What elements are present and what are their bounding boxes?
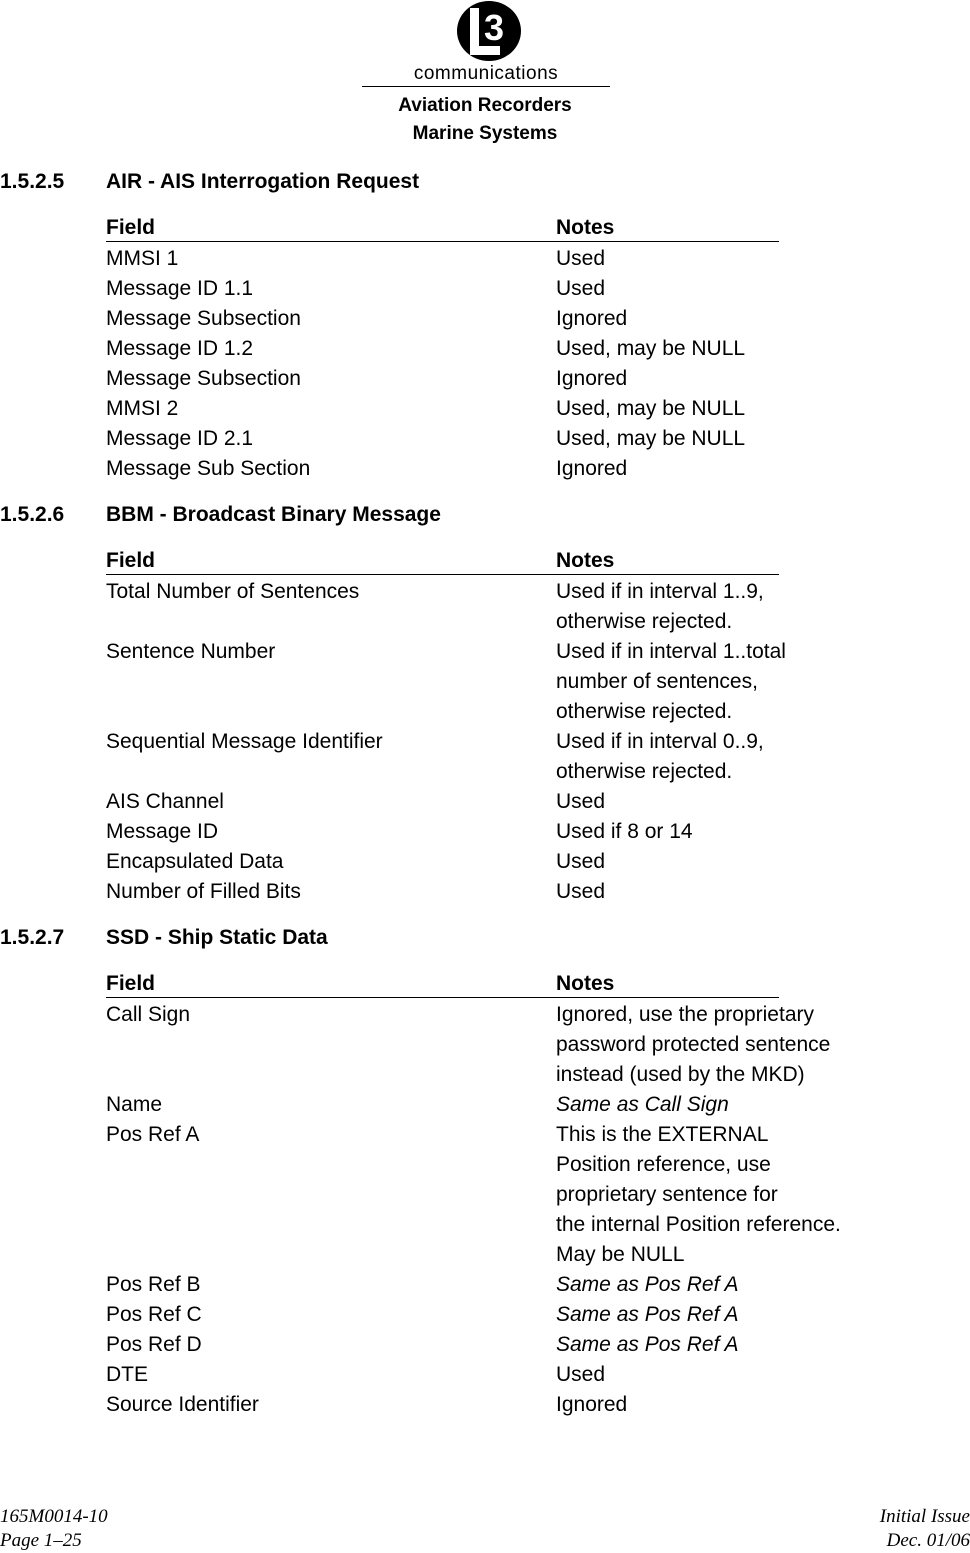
notes-line: otherwise rejected.: [556, 760, 733, 783]
page-header: [0, 0, 970, 150]
column-header-notes: Notes: [556, 972, 615, 995]
table-row: [106, 577, 906, 637]
table-row: [106, 244, 906, 274]
table-header: [106, 972, 779, 998]
notes-line: Same as Call Sign: [556, 1093, 729, 1116]
table-row: [106, 454, 906, 484]
field-cell: MMSI 2: [106, 397, 179, 420]
table-row: [106, 424, 906, 454]
notes-line: Used: [556, 880, 606, 903]
notes-line: otherwise rejected.: [556, 700, 733, 723]
notes-cell: [556, 877, 906, 907]
column-header-field: Field: [106, 549, 156, 572]
notes-line: Ignored: [556, 367, 628, 390]
notes-line: the internal Position reference.: [556, 1213, 841, 1236]
notes-line: Used, may be NULL: [556, 337, 746, 360]
notes-line: Used: [556, 850, 606, 873]
notes-cell: [556, 1090, 906, 1120]
notes-line: Used, may be NULL: [556, 427, 746, 450]
notes-line: Used if in interval 1..total: [556, 640, 786, 663]
field-cell: Message ID: [106, 820, 219, 843]
notes-line: Same as Pos Ref A: [556, 1303, 739, 1326]
table-row: [106, 334, 906, 364]
table-row: [106, 1360, 906, 1390]
brand-text: communications: [413, 63, 559, 84]
field-cell: Source Identifier: [106, 1393, 259, 1416]
field-cell: Sequential Message Identifier: [106, 730, 383, 753]
field-cell: DTE: [106, 1363, 148, 1386]
field-cell: Pos Ref D: [106, 1333, 202, 1356]
notes-line: May be NULL: [556, 1243, 685, 1266]
notes-cell: [556, 244, 906, 274]
table-body: [106, 577, 906, 907]
field-cell: Message Sub Section: [106, 457, 311, 480]
notes-line: Used: [556, 247, 606, 270]
notes-cell: [556, 847, 906, 877]
table-row: [106, 274, 906, 304]
field-cell: Name: [106, 1093, 163, 1116]
page-number: Page 1–25: [0, 1530, 82, 1551]
table-row: [106, 1330, 906, 1360]
field-cell: Number of Filled Bits: [106, 880, 301, 903]
notes-cell: [556, 727, 906, 787]
notes-cell: [556, 1330, 906, 1360]
section-heading: [0, 503, 441, 527]
field-cell: Message ID 1.1: [106, 277, 254, 300]
table-header: [106, 549, 779, 575]
notes-cell: [556, 817, 906, 847]
table-body: [106, 1000, 906, 1420]
footer-right: [880, 1505, 970, 1553]
notes-line: Used: [556, 277, 606, 300]
notes-cell: [556, 304, 906, 334]
notes-line: Ignored, use the proprietary: [556, 1003, 814, 1026]
field-cell: Message Subsection: [106, 367, 301, 390]
header-line-2: Marine Systems: [412, 123, 558, 144]
field-cell: Message ID 2.1: [106, 427, 254, 450]
notes-cell: [556, 1120, 906, 1270]
notes-cell: [556, 1300, 906, 1330]
section-heading: [0, 926, 328, 950]
field-cell: Call Sign: [106, 1003, 191, 1026]
table-row: [106, 1000, 906, 1090]
notes-cell: [556, 334, 906, 364]
brand-divider: [362, 86, 610, 87]
notes-line: Ignored: [556, 457, 628, 480]
field-cell: Message Subsection: [106, 307, 301, 330]
header-line-1: Aviation Recorders: [398, 95, 572, 116]
footer-left: [0, 1505, 108, 1553]
notes-line: Ignored: [556, 1393, 628, 1416]
field-cell: Pos Ref C: [106, 1303, 202, 1326]
column-header-field: Field: [106, 216, 156, 239]
column-header-notes: Notes: [556, 216, 615, 239]
notes-cell: [556, 394, 906, 424]
section-title: BBM - Broadcast Binary Message: [106, 503, 441, 526]
field-cell: Pos Ref A: [106, 1123, 200, 1146]
notes-line: Same as Pos Ref A: [556, 1273, 739, 1296]
section-number: 1.5.2.5: [0, 170, 65, 193]
table-header: [106, 216, 779, 242]
field-cell: Message ID 1.2: [106, 337, 254, 360]
notes-line: Ignored: [556, 307, 628, 330]
table-row: [106, 1270, 906, 1300]
notes-line: password protected sentence: [556, 1033, 831, 1056]
table-row: [106, 637, 906, 727]
notes-cell: [556, 424, 906, 454]
notes-line: Used: [556, 1363, 606, 1386]
table-row: [106, 787, 906, 817]
notes-line: Used: [556, 790, 606, 813]
notes-cell: [556, 787, 906, 817]
table-row: [106, 727, 906, 787]
table-row: [106, 847, 906, 877]
table-row: [106, 304, 906, 334]
field-cell: Sentence Number: [106, 640, 276, 663]
table-row: [106, 1390, 906, 1420]
notes-line: instead (used by the MKD): [556, 1063, 805, 1086]
doc-number: 165M0014-10: [0, 1506, 108, 1527]
issue-label: Initial Issue: [879, 1506, 970, 1527]
notes-line: otherwise rejected.: [556, 610, 733, 633]
notes-line: Used, may be NULL: [556, 397, 746, 420]
notes-line: Used if in interval 0..9,: [556, 730, 764, 753]
field-cell: MMSI 1: [106, 247, 179, 270]
table-row: [106, 1300, 906, 1330]
field-cell: Pos Ref B: [106, 1273, 201, 1296]
table-row: [106, 394, 906, 424]
table-row: [106, 877, 906, 907]
notes-line: Used if 8 or 14: [556, 820, 693, 843]
notes-cell: [556, 1270, 906, 1300]
notes-line: Used if in interval 1..9,: [556, 580, 764, 603]
table-row: [106, 817, 906, 847]
table-row: [106, 1090, 906, 1120]
issue-date: Dec. 01/06: [886, 1530, 970, 1551]
notes-cell: [556, 1390, 906, 1420]
notes-cell: [556, 454, 906, 484]
notes-cell: [556, 577, 906, 637]
section-title: SSD - Ship Static Data: [106, 926, 328, 949]
l3-logo: [456, 0, 522, 62]
column-header-notes: Notes: [556, 549, 615, 572]
notes-line: Position reference, use: [556, 1153, 771, 1176]
svg-text:3: 3: [484, 7, 505, 48]
notes-line: This is the EXTERNAL: [556, 1123, 769, 1146]
column-header-field: Field: [106, 972, 156, 995]
section-number: 1.5.2.6: [0, 503, 65, 526]
notes-cell: [556, 637, 906, 727]
notes-line: number of sentences,: [556, 670, 758, 693]
section-heading: [0, 170, 419, 194]
field-cell: Total Number of Sentences: [106, 580, 360, 603]
notes-cell: [556, 274, 906, 304]
section-title: AIR - AIS Interrogation Request: [106, 170, 420, 193]
notes-cell: [556, 364, 906, 394]
section-number: 1.5.2.7: [0, 926, 65, 949]
table-row: [106, 1120, 906, 1270]
field-cell: Encapsulated Data: [106, 850, 284, 873]
notes-line: proprietary sentence for: [556, 1183, 778, 1206]
notes-cell: [556, 1360, 906, 1390]
notes-line: Same as Pos Ref A: [556, 1333, 739, 1356]
table-body: [106, 244, 906, 484]
notes-cell: [556, 1000, 906, 1090]
field-cell: AIS Channel: [106, 790, 224, 813]
table-row: [106, 364, 906, 394]
